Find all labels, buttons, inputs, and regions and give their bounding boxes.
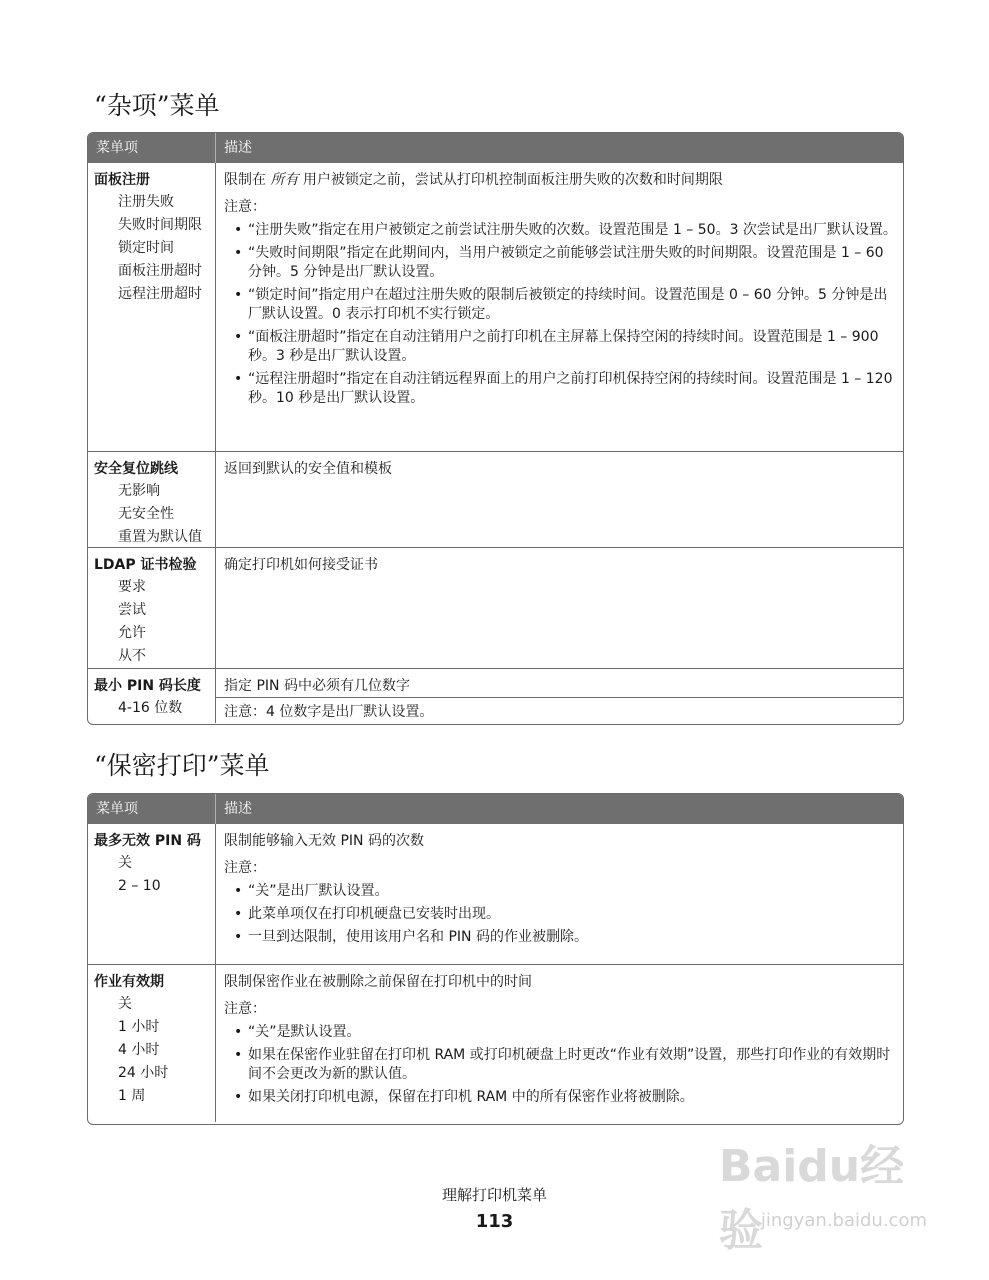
menu-item-name: 最多无效 PIN 码 (94, 833, 201, 849)
menu-option: 1 周 (118, 1088, 146, 1104)
note-bullet: • 此菜单项仅在打印机硬盘已安装时出现。 (224, 905, 897, 924)
menu-item-cell (88, 824, 216, 964)
description-text: 限制能够输入无效 PIN 码的次数 (224, 833, 424, 849)
watermark-logo: Baidu经验 (719, 1141, 905, 1256)
menu-item-name: LDAP 证书检验 (94, 557, 197, 573)
description-text: 限制保密作业在被删除之前保留在打印机中的时间 (224, 974, 532, 990)
menu-option: 无影响 (118, 483, 160, 499)
note-bullet: • 如果在保密作业驻留在打印机 RAM 或打印机硬盘上时更改“作业有效期”设置，那些打印作业的有效期时间不会更改为新的默认值。 (224, 1046, 897, 1084)
description-text (224, 169, 897, 191)
note-bullet: • “锁定时间”指定用户在超过注册失败的限制后被锁定的持续时间。设置范围是 0 – 60 分钟。5 分钟是出厂默认设置。0 表示打印机不实行锁定。 (224, 286, 897, 324)
note-label: 注意： (224, 860, 266, 876)
description-cell (216, 669, 903, 723)
menu-option: 面板注册超时 (118, 263, 202, 279)
description-cell (216, 163, 903, 451)
description-text: 返回到默认的安全值和模板 (224, 461, 392, 477)
section-title-confidential: “保密打印”菜单 (94, 751, 270, 780)
note-bullet: • “失败时间期限”指定在此期间内，当用户被锁定之前能够尝试注册失败的时间期限。设置范围是 1 – 60 分钟。5 分钟是出厂默认设置。 (224, 244, 897, 282)
menu-option: 1 小时 (118, 1019, 160, 1035)
menu-option: 2 – 10 (118, 878, 161, 894)
page-number: 113 (475, 1211, 514, 1232)
table-row (88, 668, 903, 723)
menu-option: 关 (118, 855, 132, 871)
menu-item-name: 作业有效期 (94, 974, 164, 990)
menu-option: 24 小时 (118, 1065, 169, 1081)
menu-item-cell (88, 669, 216, 723)
header-description: 描述 (224, 140, 252, 156)
note-bullet: • “关”是默认设置。 (224, 1023, 897, 1042)
note-label: 注意： (224, 199, 266, 215)
note-label: 注意： (224, 1001, 266, 1017)
description-cell (216, 824, 903, 964)
description-text: 指定 PIN 码中必须有几位数字 (224, 678, 410, 694)
table-row (88, 451, 903, 547)
table-header (88, 794, 903, 824)
menu-option: 4-16 位数 (118, 700, 183, 716)
menu-option: 重置为默认值 (118, 529, 202, 545)
table-header (88, 133, 903, 163)
note-bullet: • “关”是出厂默认设置。 (224, 882, 897, 901)
menu-option: 要求 (118, 579, 146, 595)
description-cell (216, 452, 903, 547)
description-cell (216, 965, 903, 1122)
menu-item-name: 安全复位跳线 (94, 461, 178, 477)
note-bullet: • “面板注册超时”指定在自动注销用户之前打印机在主屏幕上保持空闲的持续时间。设置范围是 1 – 900 秒。3 秒是出厂默认设置。 (224, 328, 897, 366)
menu-option: 4 小时 (118, 1042, 160, 1058)
description-text: 确定打印机如何接受证书 (224, 557, 378, 573)
menu-option: 无安全性 (118, 506, 174, 522)
table-row (88, 964, 903, 1122)
table-row (88, 824, 903, 964)
menu-option: 失败时间期限 (118, 217, 202, 233)
confidential-print-table (87, 793, 904, 1125)
menu-option: 从不 (118, 648, 146, 664)
footer-chapter: 理解打印机菜单 (441, 1186, 547, 1204)
menu-option: 注册失败 (118, 194, 174, 210)
menu-option: 允许 (118, 625, 146, 641)
note-bullet: • “远程注册超时”指定在自动注销远程界面上的用户之前打印机保持空闲的持续时间。设置范围是 1 – 120 秒。10 秒是出厂默认设置。 (224, 370, 897, 408)
section-title-misc: “杂项”菜单 (94, 91, 220, 120)
description-prefix: 限制在 (224, 172, 266, 188)
menu-option: 远程注册超时 (118, 286, 202, 302)
menu-item-cell (88, 452, 216, 547)
note-bullet: • 一旦到达限制，使用该用户名和 PIN 码的作业被删除。 (224, 928, 897, 947)
table-row (88, 163, 903, 451)
menu-option: 关 (118, 996, 132, 1012)
menu-item-name: 最小 PIN 码长度 (94, 678, 201, 694)
menu-item-cell (88, 163, 216, 451)
description-suffix: 用户被锁定之前，尝试从打印机控制面板注册失败的次数和时间期限 (302, 172, 723, 188)
header-menu-item: 菜单项 (88, 794, 216, 824)
note-bullet: • 如果关闭打印机电源，保留在打印机 RAM 中的所有保密作业将被删除。 (224, 1088, 897, 1107)
menu-item-cell (88, 548, 216, 668)
menu-item-cell (88, 965, 216, 1122)
menu-option: 锁定时间 (118, 240, 174, 256)
description-emphasis: 所有 (270, 172, 299, 188)
note-text: 注意：4 位数字是出厂默认设置。 (216, 697, 903, 722)
menu-option: 尝试 (118, 602, 146, 618)
description-cell (216, 548, 903, 668)
header-menu-item: 菜单项 (88, 133, 216, 163)
note-bullet: • “注册失败”指定在用户被锁定之前尝试注册失败的次数。设置范围是 1 – 50。3 次尝试是出厂默认设置。 (224, 221, 897, 240)
misc-menu-table (87, 132, 904, 725)
header-description: 描述 (224, 801, 252, 817)
menu-item-name: 面板注册 (94, 172, 150, 188)
watermark-url: jingyan.baidu.com (760, 1210, 927, 1231)
table-row (88, 547, 903, 668)
